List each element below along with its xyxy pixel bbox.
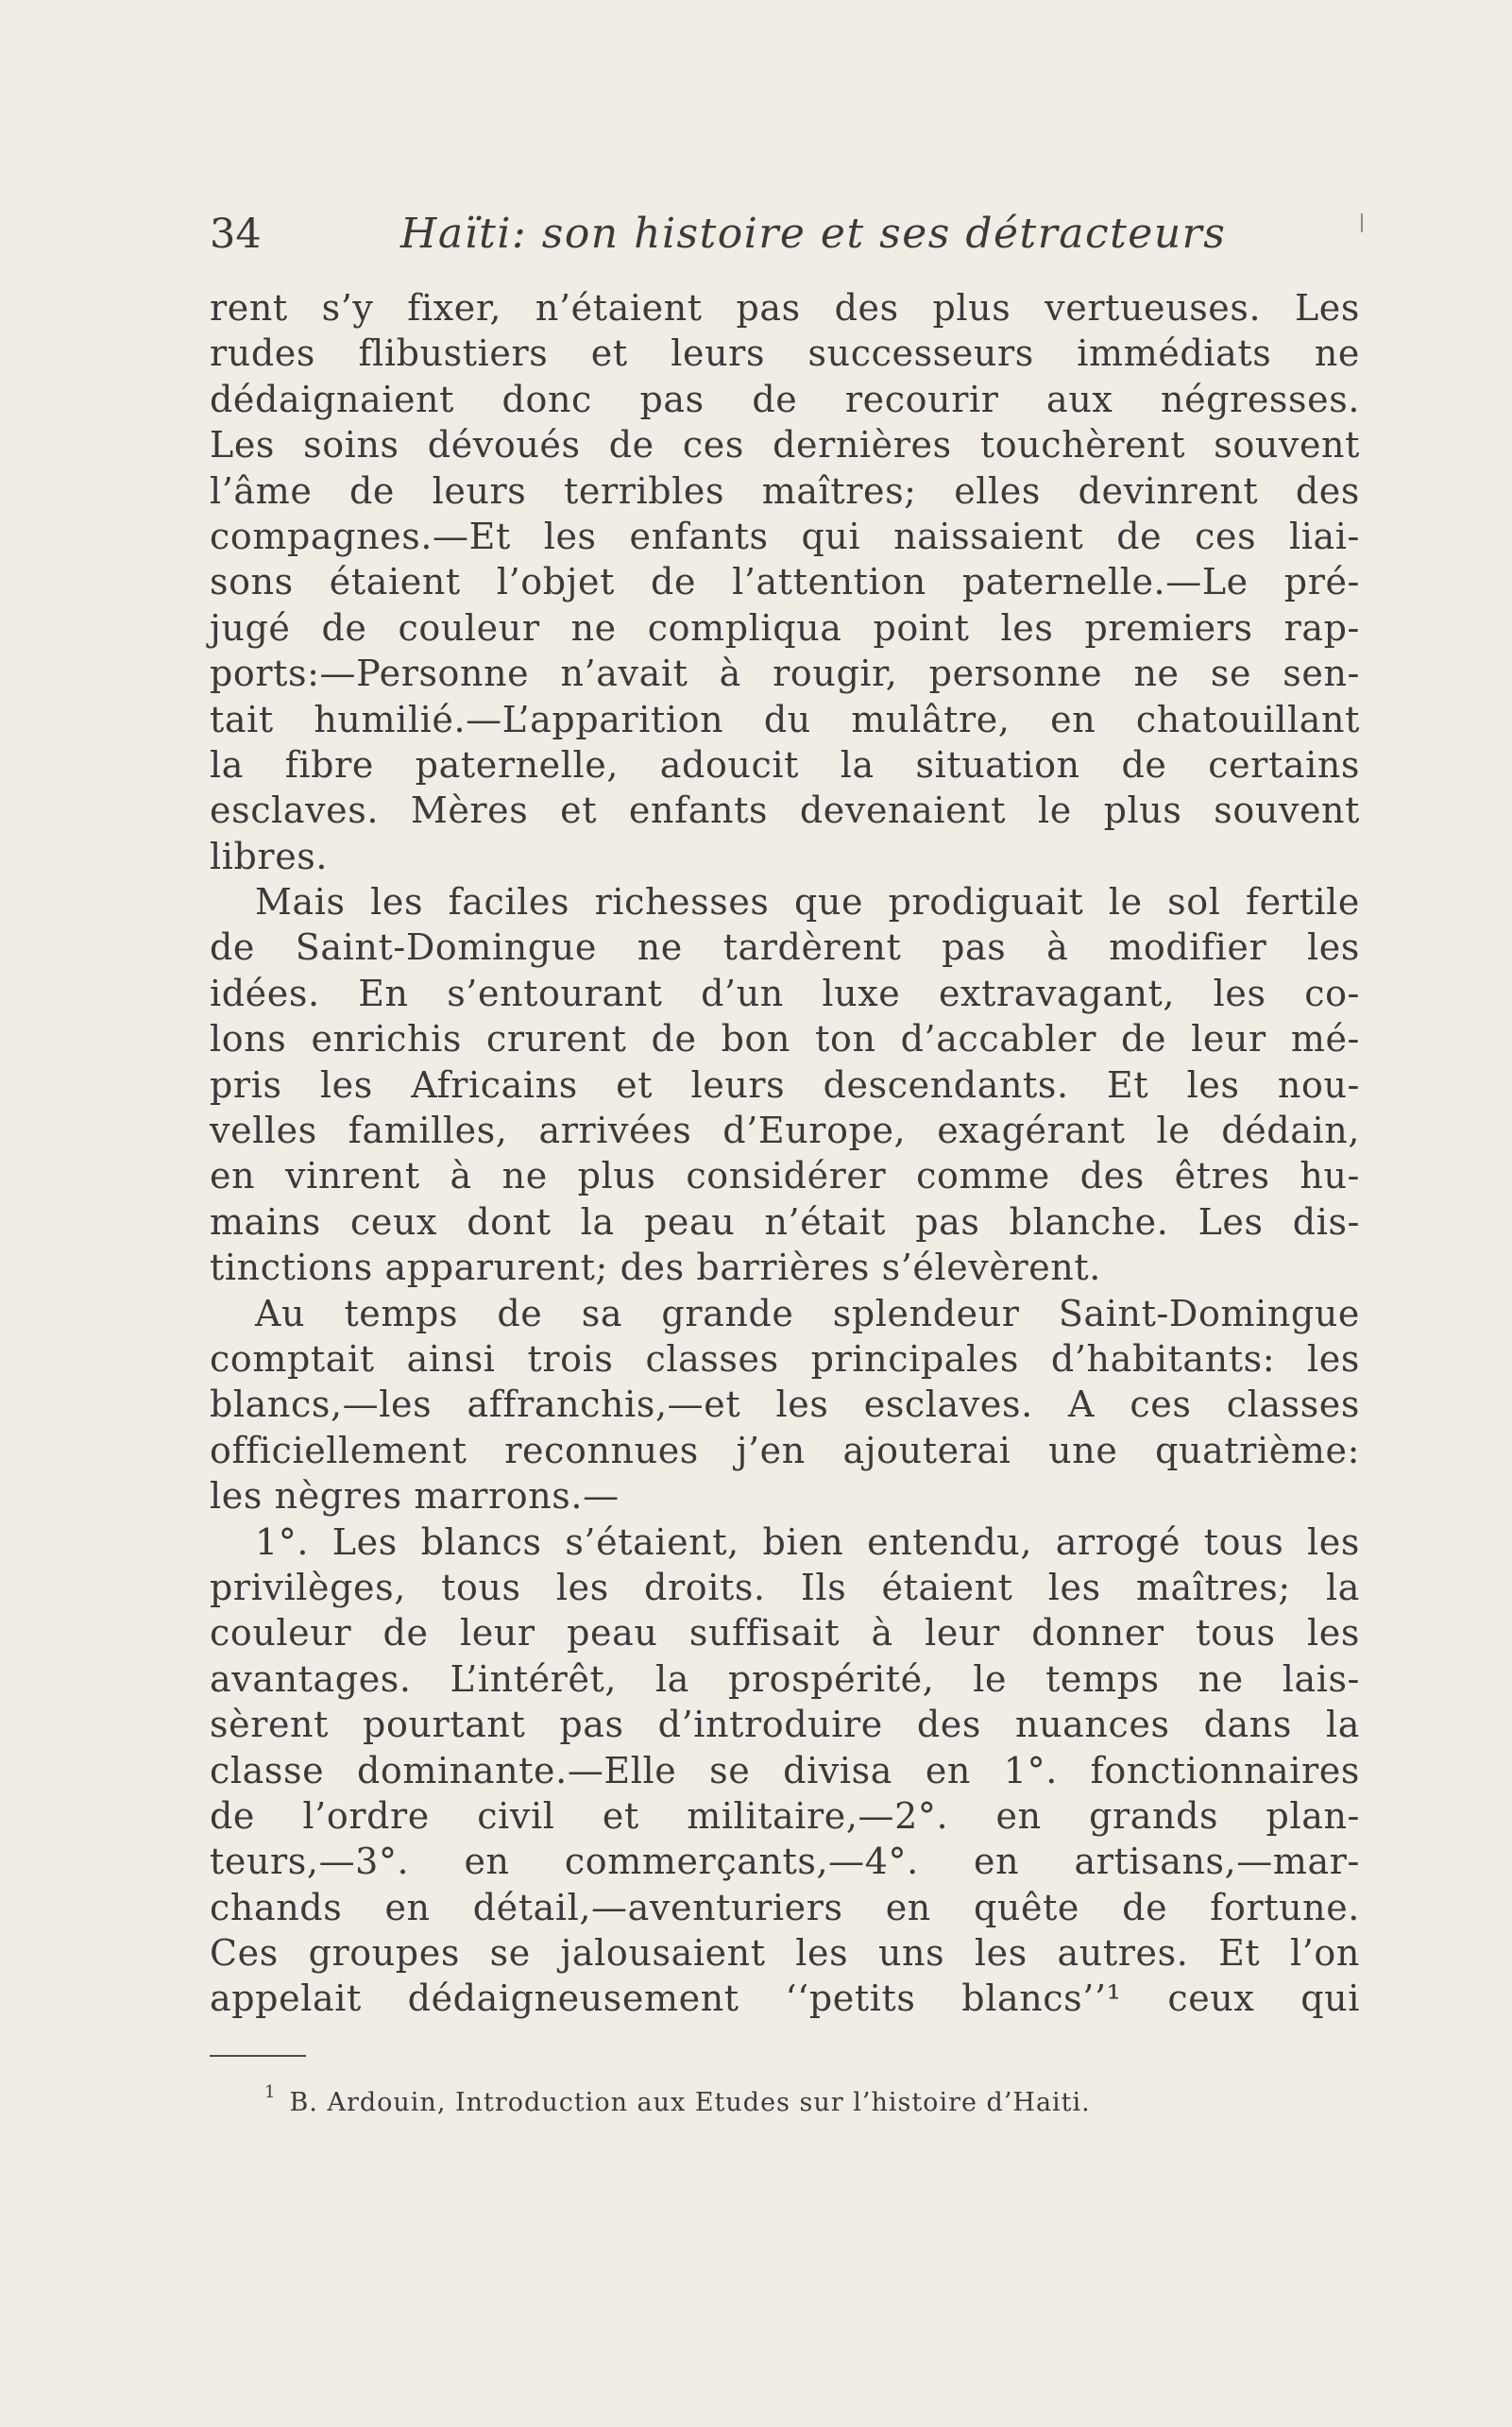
text-line: la fibre paternelle, adoucit la situation de certains	[210, 743, 1360, 786]
text-line: velles familles, arrivées d’Europe, exagérant le dédain,	[210, 1110, 1360, 1152]
text-line: privilèges, tous les droits. Ils étaient les maîtres; la	[210, 1566, 1360, 1608]
text-line: jugé de couleur ne compliqua point les premiers rap-	[210, 606, 1360, 649]
text-line: rent s’y fixer, n’étaient pas des plus vertueuses. Les	[210, 287, 1360, 329]
page-number: 34	[210, 211, 262, 258]
text-line: Ces groupes se jalousaient les uns les autres. Et l’on	[210, 1932, 1360, 1975]
text-line: l’âme de leurs terribles maîtres; elles devinrent des	[210, 469, 1360, 512]
text-line: avantages. L’intérêt, la prospérité, le temps ne lais-	[210, 1657, 1360, 1700]
text-line: Les soins dévoués de ces dernières touchèrent souvent	[210, 424, 1360, 467]
text-line: compagnes.—Et les enfants qui naissaient de ces liai-	[210, 515, 1360, 557]
text-line: tinctions apparurent; des barrières s’élevèrent.	[210, 1247, 1101, 1289]
footnote-text: B. Ardouin, Introduction aux Etudes sur l’histoire d’Haiti.	[289, 2088, 1091, 2117]
text-line: appelait dédaigneusement ‘‘petits blancs’’¹ ceux qui	[210, 1977, 1360, 2020]
text-line: lons enrichis crurent de bon ton d’accabler de leur mé-	[210, 1018, 1360, 1061]
text-line: blancs,—les affranchis,—et les esclaves. A ces classes	[210, 1383, 1360, 1426]
paragraph-first-line: Mais les faciles richesses que prodiguait le sol fertile	[255, 881, 1360, 924]
running-title: Haïti: son histoire et ses détracteurs	[400, 210, 1227, 258]
page-header	[210, 206, 1362, 263]
header-mark	[1361, 213, 1363, 232]
text-line: chands en détail,—aventuriers en quête de fortune.	[210, 1886, 1360, 1928]
text-line: classe dominante.—Elle se divisa en 1°. fonctionnaires	[210, 1749, 1360, 1791]
paragraph-first-line: 1°. Les blancs s’étaient, bien entendu, arrogé tous les	[255, 1520, 1360, 1563]
text-line: idées. En s’entourant d’un luxe extravagant, les co-	[210, 972, 1360, 1014]
text-line: de Saint-Domingue ne tardèrent pas à modifier les	[210, 926, 1360, 969]
text-line: en vinrent à ne plus considérer comme des êtres hu-	[210, 1155, 1360, 1197]
paragraph-first-line: Au temps de sa grande splendeur Saint-Domingue	[255, 1292, 1360, 1334]
text-line: libres.	[210, 835, 329, 877]
footnote-marker: 1	[264, 2082, 277, 2102]
text-line: comptait ainsi trois classes principales d’habitants: les	[210, 1337, 1360, 1380]
text-line: rudes flibustiers et leurs successeurs immédiats ne	[210, 332, 1360, 375]
text-line: couleur de leur peau suffisait à leur donner tous les	[210, 1612, 1360, 1655]
body-text	[210, 285, 1360, 2022]
text-line: sèrent pourtant pas d’introduire des nuances dans la	[210, 1704, 1360, 1746]
text-line: teurs,—3°. en commerçants,—4°. en artisans,—mar-	[210, 1841, 1360, 1883]
footnote	[264, 2078, 1091, 2122]
text-line: ports:—Personne n’avait à rougir, personne ne se sen-	[210, 653, 1360, 695]
text-line: pris les Africains et leurs descendants. Et les nou-	[210, 1063, 1360, 1106]
text-line: officiellement reconnues j’en ajouterai une quatrième:	[210, 1429, 1360, 1471]
footnote-rule	[210, 2055, 306, 2057]
text-line: dédaignaient donc pas de recourir aux négresses.	[210, 378, 1360, 420]
text-line: mains ceux dont la peau n’était pas blanche. Les dis-	[210, 1200, 1360, 1243]
text-line: esclaves. Mères et enfants devenaient le plus souvent	[210, 789, 1360, 832]
text-line: de l’ordre civil et militaire,—2°. en grands plan-	[210, 1794, 1360, 1837]
text-line: tait humilié.—L’apparition du mulâtre, en chatouillant	[210, 698, 1360, 740]
text-line: sons étaient l’objet de l’attention paternelle.—Le pré-	[210, 561, 1360, 603]
text-line: les nègres marrons.—	[210, 1475, 620, 1518]
